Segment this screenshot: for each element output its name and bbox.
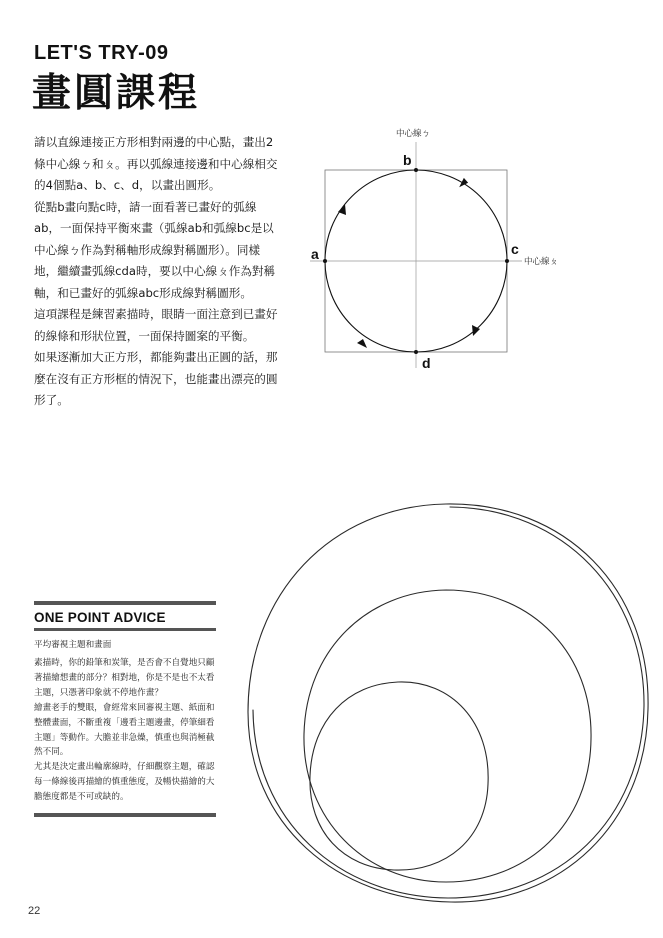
- horizontal-axis-label: 中心線ㄆ: [524, 256, 559, 266]
- vertical-axis-label: 中心線ㄅ: [396, 128, 431, 138]
- point-a-label: a: [311, 246, 319, 262]
- circle-in-square-diagram: [300, 118, 559, 378]
- point-d-label: d: [422, 355, 431, 371]
- point-b-marker: [414, 168, 418, 172]
- point-d-marker: [414, 350, 418, 354]
- lesson-title: 畫圓課程: [32, 71, 201, 116]
- body-paragraph-1: 請以直線連接正方形相對兩邊的中心點，畫出2條中心線ㄅ和ㄆ。再以弧線連接邊和中心線相交的4個點a、b、c、d，以畫出圓形。: [34, 135, 278, 192]
- one-point-advice-box: [34, 601, 216, 817]
- body-paragraph-4: 如果逐漸加大正方形，都能夠畫出正圓的話，那麼在沒有正方形框的情況下，也能畫出漂亮的圓形了。: [34, 350, 278, 407]
- advice-subtitle: 平均審視主題和畫面: [34, 640, 112, 650]
- arrow-bottom-left: [357, 339, 367, 348]
- arrow-top-right: [459, 177, 469, 188]
- point-c-marker: [505, 259, 509, 263]
- arrow-top-left: [338, 204, 346, 215]
- sketch-circle-small: [310, 682, 488, 870]
- body-paragraph-3: 這項課程是練習素描時，眼睛一面注意到已畫好的線條和形狀位置，一面保持圖案的平衡。: [34, 307, 278, 343]
- advice-bottom-bar: [34, 813, 216, 817]
- body-paragraph-2: 從點b畫向點c時，請一面看著已畫好的弧線ab，一面保持平衡來畫（弧線ab和弧線bc是以中心線ㄅ作為對稱軸形成線對稱圖形）。同樣地，繼續畫弧線cda時，要以中心線ㄆ作為對稱軸，和已畫好的弧線abc形成線對稱圖形。: [34, 199, 276, 300]
- sketch-circle-large-retrace: [253, 507, 644, 898]
- page-number: 22: [28, 905, 41, 917]
- sketch-circle-medium: [304, 590, 591, 882]
- advice-body: [34, 656, 216, 805]
- advice-paragraph-3: 尤其是決定畫出輪廓線時，仔細觀察主題，確認每一條線後再描繪的慎重態度，及暢快描繪的大膽態度都是不可或缺的。: [34, 762, 215, 803]
- body-text: [34, 132, 279, 412]
- point-c-label: c: [511, 241, 519, 257]
- point-a-marker: [323, 259, 327, 263]
- point-b-label: b: [403, 152, 412, 168]
- advice-heading: ONE POINT ADVICE: [34, 610, 166, 625]
- advice-paragraph-2: 繪畫老手的雙眼，會經常來回審視主題、紙面和整體畫面，不斷重複「邊看主題邊畫，停筆細看主題」等動作。大膽並非急燥，慎重也與消極截然不同。: [34, 702, 215, 758]
- series-title: LET'S TRY-09: [34, 42, 169, 64]
- advice-paragraph-1: 素描時，你的鉛筆和炭筆，是否會不自覺地只顧著描繪想畫的部分？相對地，你是不是也不太看主題，只憑著印象就不停地作畫？: [34, 658, 215, 698]
- hand-drawn-circles-sketch: [236, 494, 656, 914]
